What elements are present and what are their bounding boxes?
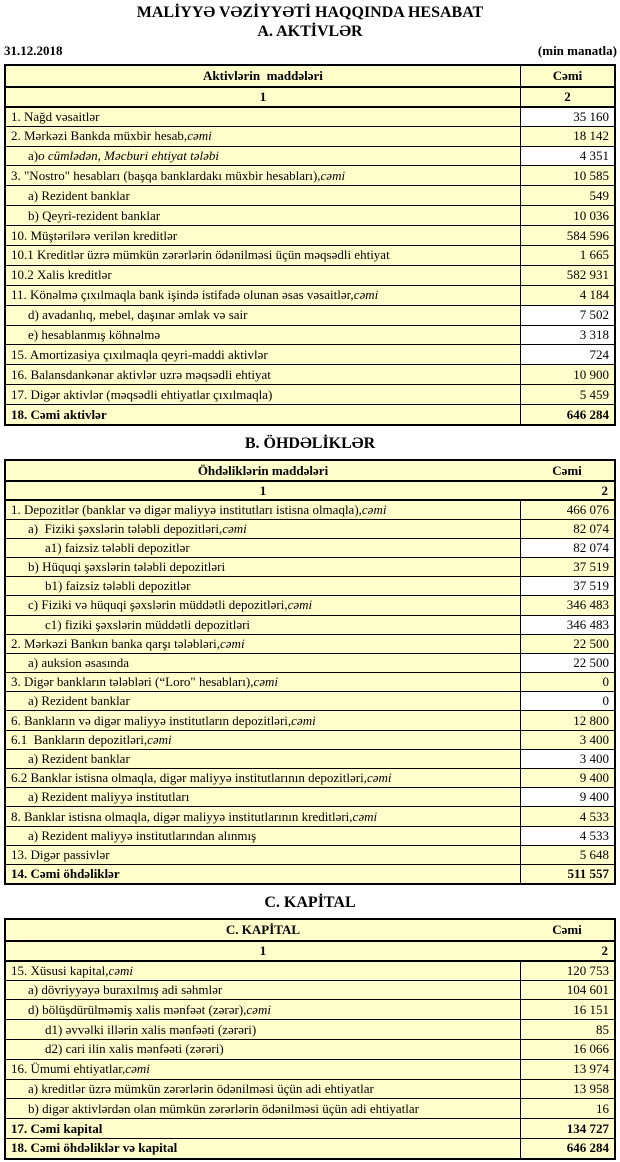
- row-label: [6, 326, 520, 345]
- row-value: 35 160: [520, 108, 614, 126]
- row-label-italic: cəmi: [222, 520, 247, 536]
- row-label: [6, 731, 520, 749]
- section-title-liabilities: B. ÖHDƏLİKLƏR: [244, 435, 376, 453]
- row-label-text: 15. Amortizasiya çıxılmaqla qeyri-maddi aktivlər: [11, 346, 268, 362]
- table-row: [6, 364, 614, 384]
- row-label: [6, 1040, 520, 1059]
- row-label: [6, 711, 520, 729]
- row-value: 346 483: [520, 596, 614, 614]
- row-label-text: 10.1 Kreditlər üzrə mümkün zərərlərin ödənilməsi üçün məqsədli ehtiyat: [11, 247, 390, 263]
- row-label-text: a1) faizsiz tələbli depozitlər: [45, 539, 190, 555]
- table-row: [6, 519, 614, 538]
- row-label: [6, 750, 520, 768]
- row-value: 10 585: [520, 166, 614, 185]
- total-header-cell: Cəmi: [520, 66, 614, 86]
- table-liabilities: [4, 459, 616, 885]
- table-header-row: [6, 66, 614, 86]
- row-value: 0: [520, 673, 614, 691]
- row-label: [6, 654, 520, 672]
- section-a-title: A. AKTİVLƏR: [257, 23, 363, 40]
- row-label: [6, 539, 520, 557]
- total-header-cell: Cəmi: [552, 462, 582, 478]
- table-row: [6, 225, 614, 245]
- table-row: [6, 344, 614, 364]
- row-label: [6, 306, 520, 325]
- col2-index-cell: 2: [601, 942, 608, 958]
- row-value: 511 557: [520, 865, 614, 883]
- column-index-row: [6, 480, 614, 499]
- row-value: 646 284: [520, 1139, 614, 1158]
- row-label: [6, 147, 520, 166]
- table-row: [6, 1019, 614, 1039]
- row-value: 12 800: [520, 711, 614, 729]
- row-label-italic: cəmi: [147, 731, 172, 747]
- row-label-italic: cəmi: [108, 962, 134, 978]
- row-value: 10 036: [520, 206, 614, 225]
- table-row: [6, 185, 614, 205]
- row-value: 1 665: [520, 246, 614, 265]
- row-label-text: 1. Nağd vəsaitlər: [11, 108, 100, 124]
- row-value: 37 519: [520, 577, 614, 595]
- table-row: [6, 999, 614, 1019]
- row-label: [6, 1119, 520, 1138]
- row-label-text: 11. Könəlmə çıxılmaqla bank işində istifadə olunan əsas vəsaitlər,: [11, 287, 354, 303]
- row-label: [6, 1139, 520, 1158]
- row-label: [6, 558, 520, 576]
- row-label-text: 10.2 Xalis kreditlər: [11, 267, 112, 283]
- row-label-text: a) Rezident banklar: [28, 750, 130, 766]
- row-value: 584 596: [520, 226, 614, 245]
- table-row: [6, 826, 614, 845]
- section-title-capital: C. KAPİTAL: [264, 894, 356, 912]
- row-label: [6, 405, 520, 424]
- table-row: [6, 768, 614, 787]
- row-value: 82 074: [520, 539, 614, 557]
- table-row: [6, 1039, 614, 1059]
- row-label-text: d2) cari ilin xalis mənfəəti (zərəri): [45, 1041, 224, 1057]
- row-label-text: 14. Cəmi öhdəliklər: [11, 866, 120, 882]
- row-label-text: 18. Cəmi aktivlər: [11, 406, 107, 422]
- row-label: [6, 108, 520, 126]
- column-index-row: [6, 940, 614, 960]
- table-row: [6, 960, 614, 980]
- items-header-cell: Öhdəliklərin maddələri: [197, 462, 329, 478]
- row-label: [6, 501, 520, 518]
- row-label: [6, 673, 520, 691]
- items-header-cell: C. KAPİTAL: [225, 922, 301, 938]
- row-label-italic: cəmi: [220, 635, 245, 651]
- row-value: 3 400: [520, 750, 614, 768]
- row-label: [6, 1099, 520, 1118]
- row-label-text: 1. Depozitlər (banklar və digər maliyyə institutları istisna olmaqla),: [11, 502, 362, 517]
- report-title: MALİYYƏ VƏZİYYƏTİ HAQQINDA HESABAT: [136, 4, 484, 21]
- row-label-text: 17. Cəmi kapital: [11, 1120, 103, 1136]
- table-row: [6, 1079, 614, 1099]
- row-value: 13 974: [520, 1060, 614, 1079]
- row-value: 4 351: [520, 147, 614, 166]
- row-label-text: b1) faizsiz tələbli depozitlər: [45, 578, 191, 594]
- row-label-text: 10. Müştərilərə verilən kreditlər: [11, 227, 178, 243]
- report-meta: [0, 41, 620, 60]
- row-label: [6, 127, 520, 146]
- row-label-text: 6.1 Bankların depozitləri,: [11, 731, 148, 747]
- row-label-text: a) Fiziki şəxslərin tələbli depozitləri,: [28, 520, 223, 536]
- row-value: 3 318: [520, 326, 614, 345]
- table-row: [6, 1098, 614, 1118]
- table-row: [6, 980, 614, 1000]
- row-value: 10 900: [520, 365, 614, 384]
- table-row: [6, 787, 614, 806]
- row-label-text: 3. Digər bankların tələbləri (“Loro" hesabları),: [11, 674, 254, 690]
- row-value: 724: [520, 345, 614, 364]
- row-label: [6, 807, 520, 825]
- table-row: [6, 710, 614, 729]
- row-label-text: 6.2 Banklar istisna olmaqla, digər maliyyə institutlarının depozitləri,: [11, 770, 367, 786]
- row-label: [6, 981, 520, 1000]
- row-label: [6, 266, 520, 285]
- table-row: [6, 1059, 614, 1079]
- row-label: [6, 365, 520, 384]
- table-row: [6, 1138, 614, 1158]
- row-value: 4 533: [520, 807, 614, 825]
- row-value: 22 500: [520, 654, 614, 672]
- row-label: [6, 616, 520, 634]
- row-label-italic: cəmi: [287, 597, 313, 613]
- row-label-text: 3. "Nostro" hesabları (başqa banklardakı müxbir hesabları),: [11, 167, 321, 183]
- row-label-italic: cəmi: [361, 502, 387, 517]
- table-row: [6, 864, 614, 883]
- row-value: 37 519: [520, 558, 614, 576]
- column-index-row: [6, 86, 614, 106]
- row-value: 5 648: [520, 846, 614, 864]
- row-label: [6, 166, 520, 185]
- row-value: 13 958: [520, 1080, 614, 1099]
- table-header-row: [6, 461, 614, 480]
- row-label-text: a) dövriyyəyə buraxılmış adi səhmlər: [28, 981, 223, 997]
- row-value: 0: [520, 692, 614, 710]
- table-row: [6, 499, 614, 518]
- col2-index-cell: 2: [601, 482, 608, 498]
- row-label-text: a): [28, 148, 39, 163]
- row-value: 7 502: [520, 306, 614, 325]
- row-label-italic: cəmi: [253, 674, 279, 690]
- row-label-text: a) auksion əsasında: [28, 655, 130, 670]
- row-value: 9 400: [520, 769, 614, 787]
- row-label: [6, 692, 520, 710]
- col2-index-cell: 2: [520, 88, 614, 106]
- row-label: [6, 962, 520, 980]
- row-value: 16 066: [520, 1040, 614, 1059]
- row-value: 16 151: [520, 1000, 614, 1019]
- table-row: [6, 615, 614, 634]
- row-label-text: 13. Digər passivlər: [11, 846, 110, 862]
- row-label-text: 16. Ümumi ehtiyatlar,: [11, 1061, 126, 1077]
- row-label-text: a) Rezident banklar: [28, 693, 130, 709]
- row-label-italic: cəmi: [352, 808, 378, 824]
- row-value: 346 483: [520, 616, 614, 634]
- row-label-text: d) bölüşdürülməmiş xalis mənfəət (zərər),: [28, 1001, 247, 1017]
- row-label-text: a) kreditlər üzrə mümkün zərərlərin ödənilməsi üçün adi ehtiyatlar: [28, 1080, 374, 1096]
- row-label-text: 16. Balansdankənar aktivlər uzrə məqsədli ehtiyat: [11, 366, 271, 382]
- row-label: [6, 286, 520, 305]
- row-label: [6, 635, 520, 653]
- row-label-italic: cəmi: [291, 712, 316, 728]
- row-label-text: 18. Cəmi öhdəliklər və kapital: [11, 1140, 178, 1156]
- table-row: [6, 691, 614, 710]
- row-value: 16: [520, 1099, 614, 1118]
- row-label: [6, 846, 520, 864]
- row-label-italic: cəmi: [125, 1061, 150, 1077]
- row-label: [6, 385, 520, 404]
- row-label-italic: cəmi: [320, 167, 346, 183]
- row-label-text: e) hesablanmış köhnəlmə: [28, 327, 161, 343]
- table-row: [6, 245, 614, 265]
- row-value: 82 074: [520, 520, 614, 538]
- table-row: [6, 576, 614, 595]
- row-label-italic: cəmi: [366, 770, 392, 786]
- row-label: [6, 1080, 520, 1099]
- row-label-italic: cəmi: [246, 1001, 271, 1017]
- row-label-text: 2. Mərkəzi Bankda müxbir hesab,: [11, 128, 188, 144]
- row-value: 22 500: [520, 635, 614, 653]
- row-value: 104 601: [520, 981, 614, 1000]
- col1-index-cell: 1: [259, 482, 267, 498]
- row-label: [6, 186, 520, 205]
- row-label: [6, 788, 520, 806]
- table-row: [6, 265, 614, 285]
- table-row: [6, 595, 614, 614]
- row-label-text: 2. Mərkəzi Bankın banka qarşı tələbləri,: [11, 635, 221, 651]
- total-header-cell: Cəmi: [552, 922, 582, 938]
- unit-note: (min manatla): [537, 43, 617, 58]
- table-row: [6, 672, 614, 691]
- row-label-text: d) avadanlıq, mebel, daşınar əmlak və sair: [28, 307, 248, 323]
- row-label-italic: cəmi: [353, 287, 379, 303]
- row-value: 85: [520, 1020, 614, 1039]
- row-label-text: b) digər aktivlərdən olan mümkün zərərlərin ödənilməsi üçün adi ehtiyatlar: [28, 1100, 419, 1116]
- table-row: [6, 205, 614, 225]
- table-row: [6, 730, 614, 749]
- row-label: [6, 1000, 520, 1019]
- row-value: 3 400: [520, 731, 614, 749]
- report-date: 31.12.2018: [4, 43, 63, 58]
- table-row: [6, 749, 614, 768]
- col1-index-cell: 1: [259, 942, 267, 958]
- table-row: [6, 325, 614, 345]
- row-label: [6, 1060, 520, 1079]
- row-value: 549: [520, 186, 614, 205]
- row-label-text: 6. Bankların və digər maliyyə institutların depozitləri,: [11, 712, 292, 728]
- row-label-italic: o cümlədən, Məcburi ehtiyat tələbi: [38, 148, 219, 163]
- row-label-text: c) Fiziki və hüquqi şəxslərin müddətli depozitləri,: [28, 597, 288, 613]
- row-label-text: 15. Xüsusi kapital,: [11, 962, 109, 978]
- row-value: 134 727: [520, 1119, 614, 1138]
- table-row: [6, 634, 614, 653]
- row-label: [6, 345, 520, 364]
- row-label: [6, 246, 520, 265]
- row-label: [6, 577, 520, 595]
- table-row: [6, 285, 614, 305]
- table-row: [6, 106, 614, 126]
- table-assets: [4, 64, 616, 426]
- row-label: [6, 1020, 520, 1039]
- row-value: 4 184: [520, 286, 614, 305]
- row-label: [6, 827, 520, 845]
- row-label: [6, 865, 520, 883]
- row-label: [6, 596, 520, 614]
- row-label-text: b) Hüquqi şəxslərin tələbli depozitləri: [28, 559, 226, 575]
- row-value: 582 931: [520, 266, 614, 285]
- row-label-text: a) Rezident maliyyə institutlarından alınmış: [28, 827, 257, 843]
- table-row: [6, 557, 614, 576]
- row-value: 120 753: [520, 962, 614, 980]
- row-label: [6, 226, 520, 245]
- row-label-text: 8. Banklar istisna olmaqla, digər maliyyə institutlarının kreditləri,: [11, 808, 353, 824]
- row-value: 4 533: [520, 827, 614, 845]
- table-row: [6, 384, 614, 404]
- tables-container: [0, 64, 620, 1160]
- table-row: [6, 165, 614, 185]
- row-value: 466 076: [520, 501, 614, 518]
- table-row: [6, 538, 614, 557]
- table-row: [6, 146, 614, 166]
- table-row: [6, 845, 614, 864]
- row-label-text: b) Qeyri-rezident banklar: [28, 207, 161, 223]
- row-label-text: a) Rezident maliyyə institutları: [28, 789, 190, 805]
- row-value: 18 142: [520, 127, 614, 146]
- table-row: [6, 305, 614, 325]
- row-label-text: 17. Digər aktivlər (məqsədli ehtiyatlar çıxılmaqla): [11, 386, 273, 402]
- table-row: [6, 806, 614, 825]
- table-row: [6, 653, 614, 672]
- row-label-italic: cəmi: [187, 128, 212, 144]
- row-label-text: d1) əvvəlki illərin xalis mənfəəti (zərəri): [45, 1021, 257, 1037]
- row-value: 646 284: [520, 405, 614, 424]
- table-row: [6, 404, 614, 424]
- row-label: [6, 769, 520, 787]
- items-header-cell: Aktivlərin maddələri: [203, 67, 323, 83]
- table-header-row: [6, 920, 614, 940]
- table-row: [6, 126, 614, 146]
- row-value: 9 400: [520, 788, 614, 806]
- row-label: [6, 520, 520, 538]
- row-value: 5 459: [520, 385, 614, 404]
- row-label-text: c1) fiziki şəxslərin müddətli depozitləri: [45, 616, 251, 632]
- table-capital: [4, 918, 616, 1160]
- row-label: [6, 206, 520, 225]
- row-label-text: a) Rezident banklar: [28, 187, 130, 203]
- col1-index-cell: 1: [259, 88, 267, 104]
- table-row: [6, 1118, 614, 1138]
